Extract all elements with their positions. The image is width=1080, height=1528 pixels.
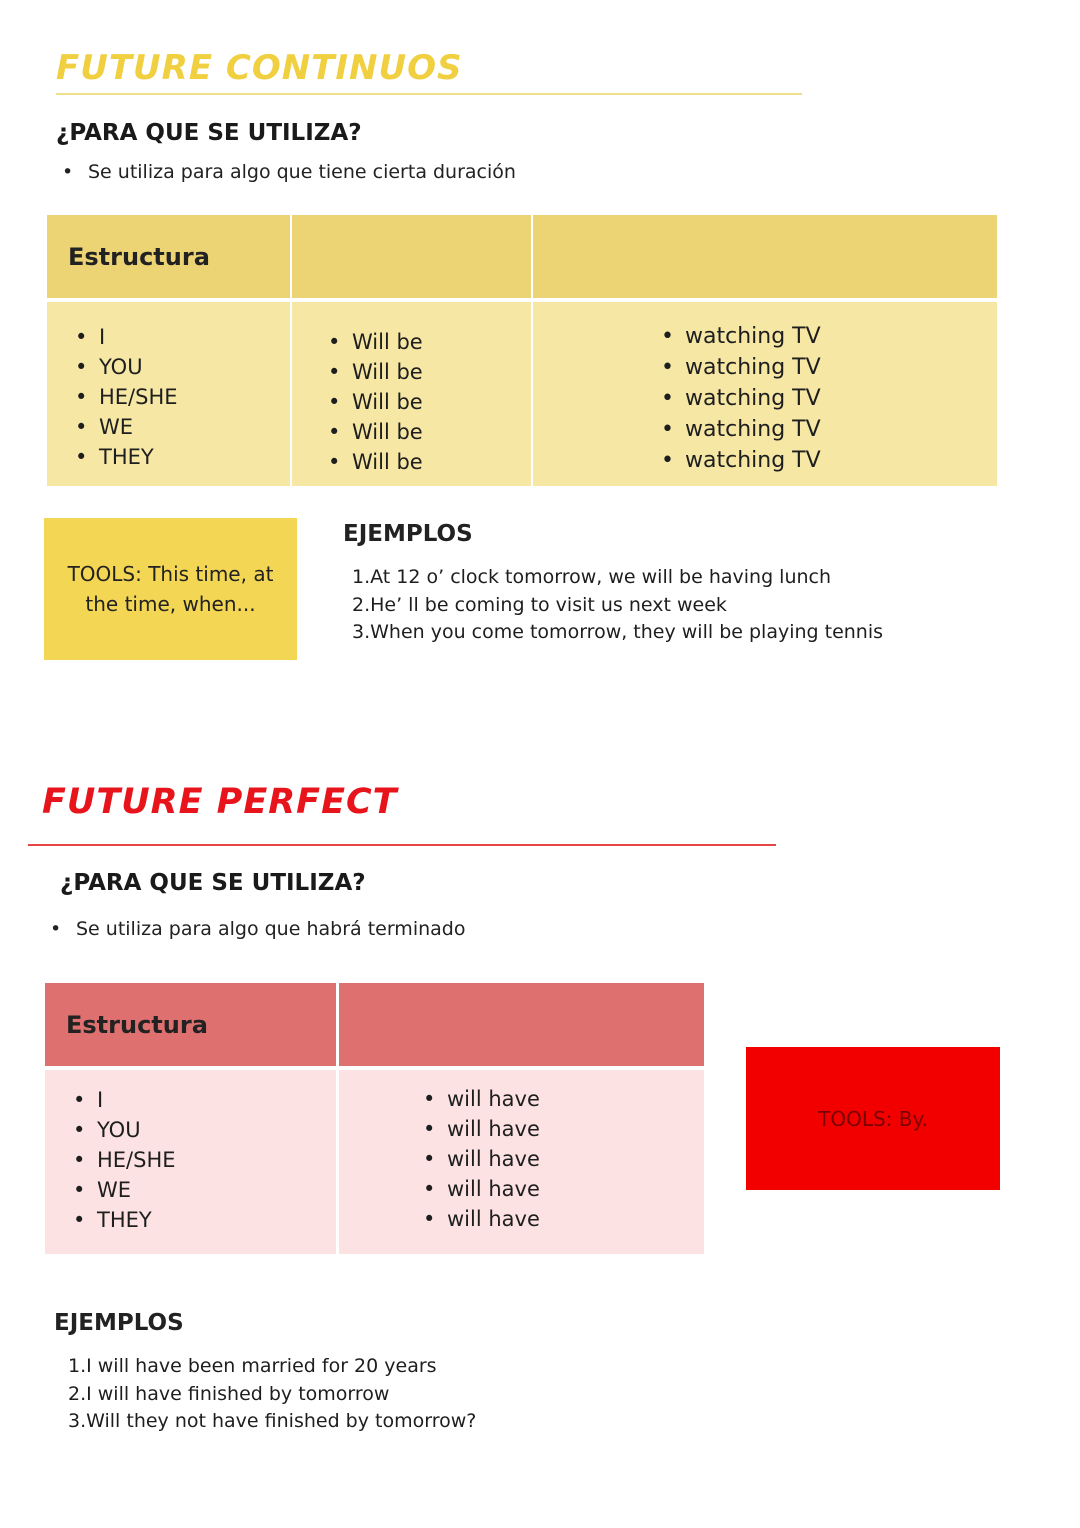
section1-verb-list bbox=[661, 321, 821, 476]
section1-subjects-list bbox=[75, 322, 178, 472]
list-item: 1.At 12 o’ clock tomorrow, we will be having lunch bbox=[352, 566, 832, 588]
list-item: • I bbox=[75, 322, 178, 352]
list-item: • Will be bbox=[328, 417, 423, 447]
section1-title: FUTURE CONTINUOS bbox=[56, 48, 463, 88]
bullet-icon: • bbox=[50, 918, 62, 940]
list-item: 2.I will have finished by tomorrow bbox=[68, 1382, 390, 1405]
section2-question: ¿PARA QUE SE UTILIZA? bbox=[60, 870, 366, 896]
section2-subjects-cell bbox=[45, 1070, 336, 1254]
section1-divider bbox=[56, 93, 802, 95]
section2-examples-title: EJEMPLOS bbox=[54, 1310, 184, 1336]
section2-header-cell-empty bbox=[339, 983, 704, 1066]
section1-examples-title: EJEMPLOS bbox=[343, 521, 473, 547]
section1-verb-cell bbox=[533, 302, 997, 486]
list-item: 2.He’ ll be coming to visit us next week bbox=[352, 593, 727, 616]
list-item: • watching TV bbox=[661, 445, 821, 476]
list-item: • watching TV bbox=[661, 414, 821, 445]
bullet-icon: • bbox=[62, 161, 74, 183]
list-item: • THEY bbox=[75, 442, 178, 472]
list-item: • Will be bbox=[328, 387, 423, 417]
section1-tools-box bbox=[44, 518, 297, 660]
list-item: • watching TV bbox=[661, 321, 821, 352]
list-item: • WE bbox=[75, 412, 178, 442]
section1-header-cell-empty bbox=[533, 215, 997, 298]
list-item: • YOU bbox=[73, 1115, 176, 1145]
section1-examples-list bbox=[352, 566, 883, 649]
section2-usage-text: Se utiliza para algo que habrá terminado bbox=[76, 918, 466, 940]
section1-header-cell-empty bbox=[292, 215, 531, 298]
section2-tools-text: TOOLS: By. bbox=[818, 1106, 928, 1131]
list-item: • Will be bbox=[328, 327, 423, 357]
section2-aux-list bbox=[423, 1084, 540, 1234]
section1-usage-text: Se utiliza para algo que tiene cierta duración bbox=[88, 161, 516, 183]
list-item: • HE/SHE bbox=[75, 382, 178, 412]
list-item: 1.I will have been married for 20 years bbox=[68, 1355, 437, 1377]
section2-usage bbox=[50, 918, 465, 940]
section2-subjects-list bbox=[73, 1085, 176, 1235]
list-item: • watching TV bbox=[661, 383, 821, 414]
list-item: • watching TV bbox=[661, 352, 821, 383]
section1-header-cell bbox=[47, 215, 290, 298]
section2-header-cell bbox=[45, 983, 336, 1066]
section1-header-label: Estructura bbox=[68, 243, 210, 271]
list-item: • I bbox=[73, 1085, 176, 1115]
section1-aux-cell bbox=[292, 302, 531, 486]
list-item: • will have bbox=[423, 1084, 540, 1114]
list-item: • Will be bbox=[328, 447, 423, 477]
list-item: • YOU bbox=[75, 352, 178, 382]
list-item: 3.Will they not have finished by tomorrow? bbox=[68, 1410, 477, 1432]
section2-aux-cell bbox=[339, 1070, 704, 1254]
section2-tools-box bbox=[746, 1047, 1000, 1190]
list-item: • will have bbox=[423, 1114, 540, 1144]
list-item: • will have bbox=[423, 1174, 540, 1204]
list-item: • will have bbox=[423, 1204, 540, 1234]
list-item: • WE bbox=[73, 1175, 176, 1205]
list-item: 3.When you come tomorrow, they will be playing tennis bbox=[352, 621, 884, 643]
section2-header-label: Estructura bbox=[66, 1011, 208, 1039]
section2-title: FUTURE PERFECT bbox=[42, 782, 398, 822]
section1-usage bbox=[62, 161, 516, 183]
list-item: • Will be bbox=[328, 357, 423, 387]
list-item: • HE/SHE bbox=[73, 1145, 176, 1175]
section2-divider bbox=[28, 844, 776, 846]
section1-subjects-cell bbox=[47, 302, 290, 486]
section1-tools-text: TOOLS: This time, at the time, when... bbox=[67, 562, 274, 616]
list-item: • THEY bbox=[73, 1205, 176, 1235]
list-item: • will have bbox=[423, 1144, 540, 1174]
section1-aux-list bbox=[328, 327, 423, 477]
section1-question: ¿PARA QUE SE UTILIZA? bbox=[56, 120, 362, 146]
section2-examples-list bbox=[68, 1355, 476, 1438]
